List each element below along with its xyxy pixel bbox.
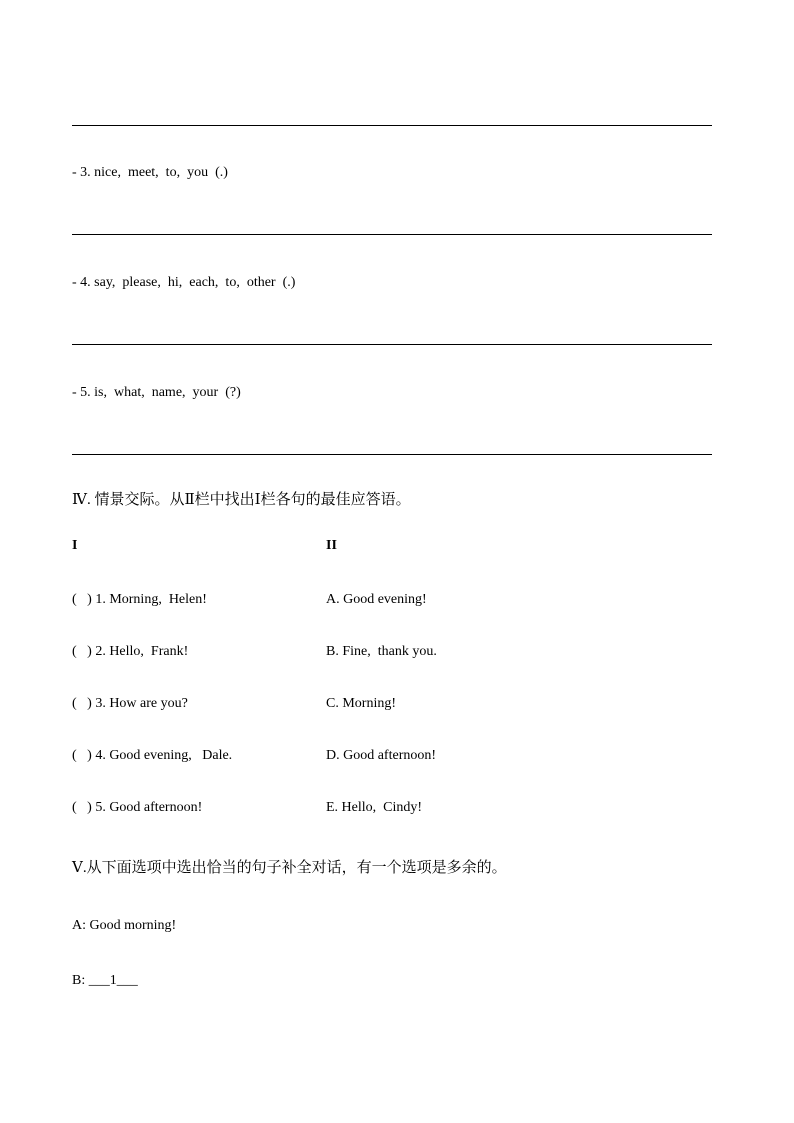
blank-number: 1 — [109, 973, 117, 988]
reorder-item-4: - 4. say, please, hi, each, to, other (.) — [72, 275, 296, 290]
match-answer-d: D. Good afternoon! — [326, 748, 437, 763]
match-answer-e: E. Hello, Cindy! — [326, 800, 423, 815]
match-answer-c: C. Morning! — [326, 696, 396, 711]
dialogue-line-b — [72, 972, 138, 990]
speaker-b-label: B: — [72, 973, 89, 988]
answer-line-2 — [72, 125, 712, 126]
match-answer-b: B. Fine, thank you. — [326, 644, 437, 659]
section-5-heading: Ⅴ.从下面选项中选出恰当的句子补全对话，有一个选项是多余的。 — [72, 860, 507, 876]
reorder-item-3: - 3. nice, meet, to, you (.) — [72, 165, 228, 180]
match-question-3: ( ) 3. How are you? — [72, 696, 188, 711]
dialogue-line-a: A: Good morning! — [72, 918, 177, 933]
answer-line-3 — [72, 234, 712, 235]
answer-line-4 — [72, 344, 712, 345]
match-question-2: ( ) 2. Hello, Frank! — [72, 644, 189, 659]
match-question-4: ( ) 4. Good evening, Dale. — [72, 748, 233, 763]
section-4-heading: Ⅳ. 情景交际。从Ⅱ栏中找出Ⅰ栏各句的最佳应答语。 — [72, 492, 411, 508]
column-1-header: I — [72, 538, 78, 553]
match-answer-a: A. Good evening! — [326, 592, 427, 607]
column-2-header: II — [326, 538, 337, 553]
match-question-1: ( ) 1. Morning, Helen! — [72, 592, 207, 607]
blank-underline-after: ___ — [116, 973, 138, 988]
match-question-5: ( ) 5. Good afternoon! — [72, 800, 203, 815]
reorder-item-5: - 5. is, what, name, your (?) — [72, 385, 241, 400]
answer-line-5 — [72, 454, 712, 455]
blank-underline-before: ___ — [88, 973, 110, 988]
